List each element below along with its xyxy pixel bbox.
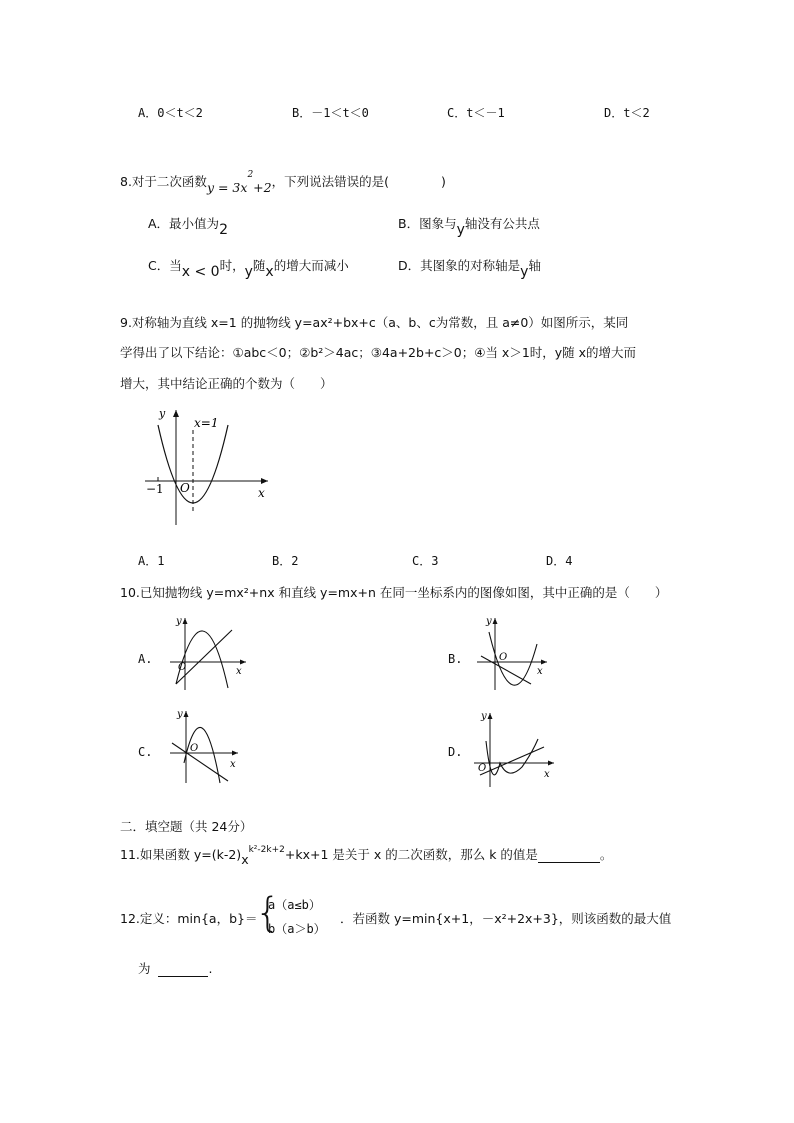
q9-option-a: A．1	[138, 554, 165, 568]
q9-option-b: B．2	[272, 554, 299, 568]
svg-text:y: y	[176, 616, 182, 627]
q9-parabola	[158, 425, 228, 503]
q7-option-c: C．t＜－1	[447, 106, 505, 120]
svg-text:O: O	[178, 662, 187, 673]
q9-symmetry-label: x=1	[194, 416, 219, 430]
q9-stem-line2: 学得出了以下结论：①abc＜0；②b²＞4ac；③4a+2b+c＞0；④当 x＞1时，y随 x的增大而	[120, 345, 637, 360]
svg-text:O: O	[478, 763, 487, 774]
q9-y-label: y	[159, 407, 166, 420]
q8-formula: $y = 3x^2+2$	[206, 169, 272, 195]
q12-answer-blank[interactable]	[158, 961, 208, 977]
q8-option-c: C．当x < 0时，y随x的增大而减小	[148, 258, 349, 280]
q11-stem: 11.如果函数 $y=(k-2)x^{k^2-2k+2}+kx+1$ 是关于 x 的二次函数，那么 k 的值是 。	[120, 844, 613, 867]
q12-brace: {	[255, 890, 281, 936]
q12-case-1: a（a≤b）	[268, 898, 321, 912]
q12-case-2: b（a＞b）	[268, 922, 326, 936]
q8-option-b: B．图象与y轴没有公共点	[398, 216, 540, 238]
svg-text:O: O	[499, 652, 508, 663]
q9-option-d: D．4	[546, 554, 573, 568]
q10-option-c: C.	[138, 745, 153, 759]
q11-answer-blank[interactable]	[538, 847, 600, 863]
q9-origin-label: O	[180, 481, 190, 495]
svg-text:x: x	[537, 666, 543, 677]
svg-text:y: y	[177, 709, 183, 720]
section-title: 二．填空题（共 24分）	[120, 819, 253, 834]
q7-option-a: A．0＜t＜2	[138, 106, 203, 120]
q10-graph-b	[475, 614, 550, 694]
svg-text:y: y	[481, 711, 487, 722]
svg-text:x: x	[236, 666, 242, 677]
q7-option-b: B．－1＜t＜0	[292, 106, 369, 120]
q9-x-label: x	[258, 486, 265, 500]
q10-stem: 10.已知抛物线 y=mx²+nx 和直线 y=mx+n 在同一坐标系内的图像如图，其中正确的是（ ）	[120, 585, 668, 600]
q10-option-d: D.	[448, 745, 463, 759]
q8-option-d: D．其图象的对称轴是y轴	[398, 258, 541, 280]
q10-graph-a	[168, 614, 248, 694]
q12-stem-post: ．若函数 y=min{x+1，－x²+2x+3}，则该函数的最大值	[340, 911, 672, 926]
q12-line2: 为 .	[138, 961, 213, 976]
q8-option-a: A．最小值为2	[148, 216, 228, 238]
q10-graph-d	[472, 709, 557, 789]
q12-stem-pre: 12.定义：min{a，b}＝	[120, 911, 258, 926]
svg-text:x: x	[230, 759, 236, 770]
q10-graph-c	[168, 707, 243, 787]
q9-stem-line3: 增大，其中结论正确的个数为（ ）	[120, 376, 333, 391]
q9-stem-line1: 9.对称轴为直线 x=1 的抛物线 y=ax²+bx+c（a、b、c为常数，且 a≠0）如图所示，某同	[120, 315, 629, 330]
svg-text:y: y	[486, 616, 492, 627]
q9-tick-label: −1	[146, 482, 164, 496]
q8-stem: 8.对于二次函数$y = 3x^2+2$，下列说法错误的是( )	[120, 169, 446, 195]
q10-option-b: B.	[448, 652, 463, 666]
q7-option-d: D．t＜2	[604, 106, 650, 120]
svg-text:O: O	[190, 743, 199, 754]
q10-option-a: A.	[138, 652, 153, 666]
q9-parabola-graph	[140, 405, 275, 530]
q9-option-c: C．3	[412, 554, 439, 568]
svg-text:x: x	[544, 769, 550, 780]
